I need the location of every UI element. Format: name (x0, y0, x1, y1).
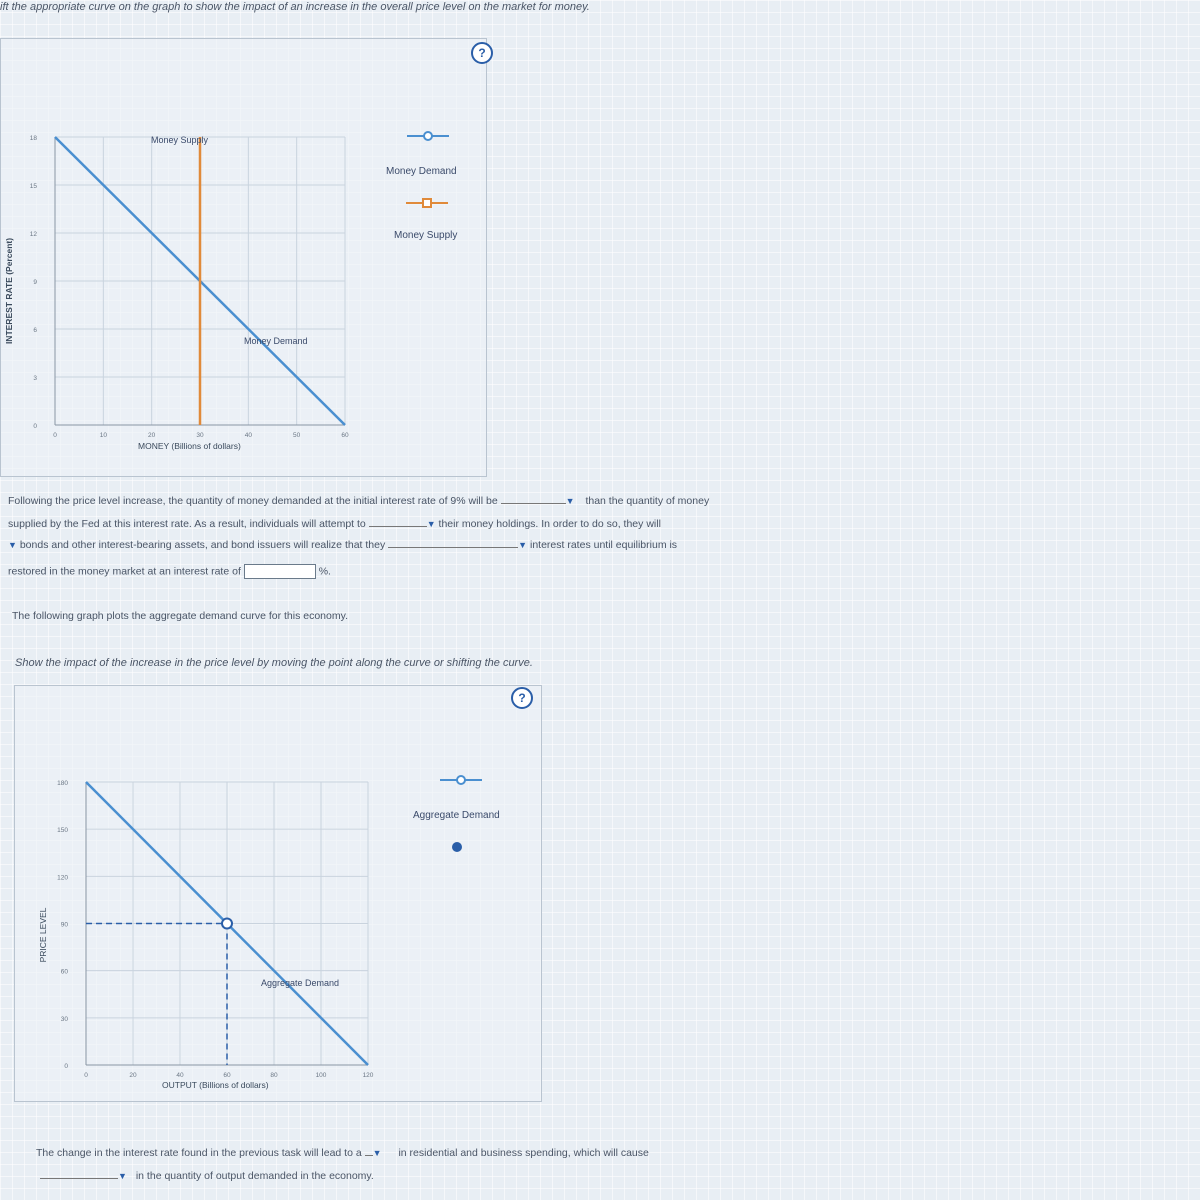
ad-curve-label[interactable]: Aggregate Demand (261, 978, 340, 988)
ad-x-tick-label: 100 (315, 1072, 327, 1079)
ad-x-tick-label: 80 (270, 1072, 278, 1079)
caret-down-icon: ▼ (426, 519, 436, 529)
interest-rate-input[interactable] (244, 564, 316, 579)
para-line-3-text: bonds and other interest-bearing assets, and bond issuers will realize that they (19, 539, 386, 551)
money-y-tick-label: 0 (33, 423, 37, 430)
dropdown-quantity-comparison[interactable] (501, 503, 566, 504)
dropdown-interest-rate-action[interactable] (388, 547, 518, 548)
money-help-icon[interactable]: ? (471, 42, 493, 64)
ad-y-tick-label: 0 (64, 1063, 68, 1070)
caret-down-icon: ▼ (372, 1148, 382, 1158)
money-y-tick-label: 3 (33, 375, 37, 382)
money-supply-legend-label: Money Supply (394, 230, 458, 241)
money-y-tick-label: 6 (33, 327, 37, 334)
ad-y-tick-label: 60 (60, 968, 68, 976)
caret-down-icon: ▼ (8, 540, 17, 550)
money-supply-tool-icon[interactable] (402, 195, 452, 211)
para-line-1 (8, 495, 709, 507)
para-line-4-unit: %. (318, 565, 331, 578)
ad-chart (50, 770, 390, 1100)
ad-y-tick-label: 90 (60, 921, 68, 929)
money-demand-curve-label[interactable]: Money Demand (244, 336, 308, 346)
ad-intro: The following graph plots the aggregate demand curve for this economy. (12, 610, 348, 622)
money-y-tick-label: 18 (29, 135, 37, 142)
top-instruction: ift the appropriate curve on the graph to show the impact of an increase in the overall price level on the market for money. (0, 1, 590, 13)
ad-task-instruction: Show the impact of the increase in the price level by moving the point along the curve or shifting the curve. (15, 657, 533, 669)
ad-y-axis-label: PRICE LEVEL (38, 907, 48, 963)
money-demand-tool-icon[interactable] (403, 128, 453, 144)
para-line-1-text: Following the price level increase, the quantity of money demanded at the initial interest rate of 9% will be (8, 495, 498, 507)
dropdown-output-change[interactable] (40, 1178, 118, 1179)
ad-y-tick-label: 30 (60, 1015, 68, 1023)
para-line-2 (8, 518, 661, 530)
money-market-chart (20, 125, 380, 455)
dropdown-money-holdings-action[interactable] (369, 526, 427, 527)
money-y-axis-label: INTEREST RATE (Percent) (4, 237, 14, 345)
money-x-tick-label: 60 (341, 432, 349, 439)
money-ylabel-wrap (2, 216, 16, 366)
para-line-4 (8, 564, 331, 579)
ad-y-tick-label: 150 (57, 827, 68, 835)
money-supply-curve-label[interactable]: Money Supply (151, 135, 209, 145)
para-line-4-text: restored in the money market at an interest rate of (8, 565, 241, 578)
ad-y-tick-label: 120 (57, 874, 68, 882)
ad-x-tick-label: 40 (176, 1072, 184, 1079)
money-x-tick-label: 10 (99, 432, 107, 439)
money-x-tick-label: 40 (244, 432, 252, 439)
money-y-tick-label: 9 (33, 279, 37, 286)
money-x-axis-label: MONEY (Billions of dollars) (138, 441, 241, 451)
money-demand-legend-label: Money Demand (386, 166, 457, 177)
ad-x-axis-label: OUTPUT (Billions of dollars) (162, 1080, 269, 1090)
para-line-3-post: interest rates until equilibrium is (530, 539, 678, 551)
ad-x-tick-label: 120 (362, 1072, 374, 1079)
bottom-line-2-text: in the quantity of output demanded in the economy. (135, 1170, 374, 1182)
para-line-2-text: supplied by the Fed at this interest rate. As a result, individuals will attempt to (8, 518, 366, 530)
ad-legend-label: Aggregate Demand (413, 810, 500, 821)
ad-tool-icon[interactable] (436, 772, 486, 788)
para-line-3 (8, 539, 677, 551)
money-x-tick-label: 20 (148, 432, 156, 439)
ad-point-tool-icon[interactable] (447, 838, 467, 856)
ad-x-tick-label: 60 (223, 1072, 231, 1079)
money-x-tick-label: 50 (293, 432, 301, 439)
ad-x-tick-label: 20 (129, 1072, 137, 1079)
bottom-line-1-post: in residential and business spending, which will cause (398, 1147, 649, 1159)
ad-equilibrium-point[interactable] (222, 919, 232, 929)
bottom-line-1 (36, 1147, 649, 1159)
money-x-tick-label: 30 (196, 432, 204, 439)
bottom-line-1-text: The change in the interest rate found in the previous task will lead to a (36, 1147, 362, 1159)
money-x-tick-label: 0 (53, 432, 57, 439)
money-y-tick-label: 12 (29, 231, 37, 238)
ad-x-tick-label: 0 (84, 1072, 88, 1079)
caret-down-icon: ▼ (565, 496, 575, 506)
ad-ylabel-wrap (36, 880, 50, 990)
caret-down-icon: ▼ (518, 540, 528, 550)
caret-down-icon: ▼ (118, 1171, 127, 1181)
ad-help-icon[interactable]: ? (511, 687, 533, 709)
money-y-tick-label: 15 (29, 183, 37, 190)
ad-y-tick-label: 180 (57, 780, 68, 787)
dropdown-spending-change[interactable] (365, 1155, 373, 1156)
bottom-line-2 (40, 1170, 374, 1182)
para-line-2-post: their money holdings. In order to do so, they will (438, 518, 661, 530)
para-line-1-post: than the quantity of money (585, 495, 710, 507)
